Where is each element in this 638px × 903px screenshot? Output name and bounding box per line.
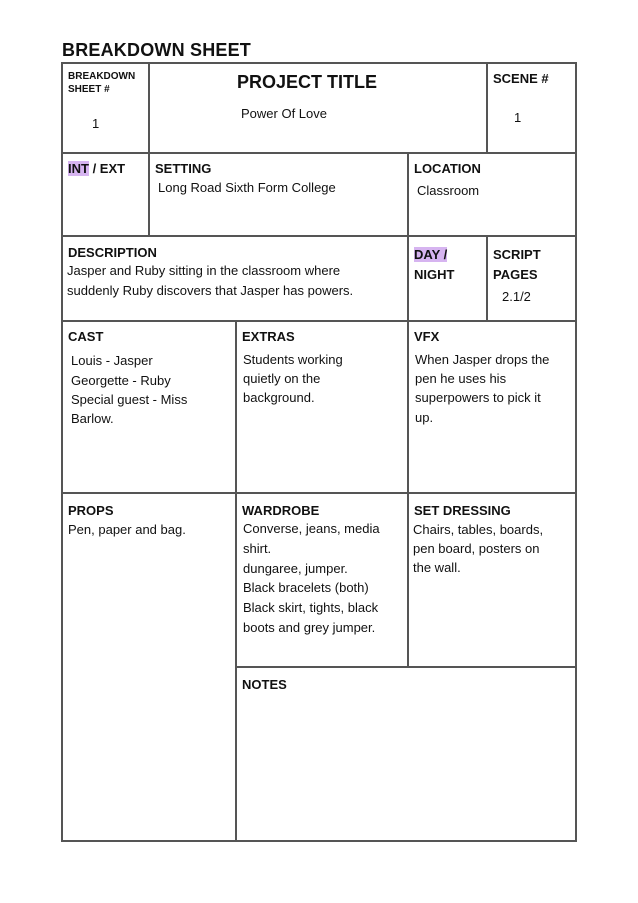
extras-line: Students working [243,352,343,367]
script-pages-label [493,245,541,285]
wardrobe-label: WARDROBE [242,503,320,518]
row-divider [63,492,575,494]
set-dressing-label: SET DRESSING [414,503,511,518]
description-line: suddenly Ruby discovers that Jasper has powers. [67,283,354,298]
breakdown-sheet-number: 1 [92,116,100,131]
scene-number-value: 1 [514,110,522,125]
project-title-label: PROJECT TITLE [237,72,378,92]
col-divider [486,235,488,320]
setting-value: Long Road Sixth Form College [158,180,336,195]
col-divider [407,152,409,320]
project-title-value: Power Of Love [241,106,327,121]
script-label-line2: PAGES [493,267,538,282]
extras-line: quietly on the [243,371,321,386]
cast-line: Barlow. [71,411,114,426]
row-divider [235,666,575,668]
vfx-line: up. [415,410,434,425]
col-divider [148,64,150,235]
cast-line: Georgette - Ruby [71,373,171,388]
row-divider [63,320,575,322]
set-dressing-line: Chairs, tables, boards, [413,522,544,537]
vfx-line: When Jasper drops the [415,352,550,367]
col-divider [486,64,488,152]
day-highlight: DAY / [414,247,448,262]
location-value: Classroom [417,183,480,198]
description-line: Jasper and Ruby sitting in the classroom where [67,263,341,278]
cast-label: CAST [68,329,104,344]
wardrobe-line: dungaree, jumper. [243,561,348,576]
vfx-line: pen he uses his [415,371,507,386]
int-highlight: INT [68,161,89,176]
int-ext-label [68,161,125,176]
notes-label: NOTES [242,677,287,692]
cast-line: Louis - Jasper [71,353,153,368]
wardrobe-line: shirt. [243,541,272,556]
extras-label: EXTRAS [242,329,295,344]
set-dressing-line: pen board, posters on [413,541,540,556]
page-title: BREAKDOWN SHEET [62,40,252,60]
ext-label: / EXT [88,161,126,176]
location-label: LOCATION [414,161,481,176]
wardrobe-line: Black bracelets (both) [243,580,369,595]
setting-label: SETTING [155,161,212,176]
props-line: Pen, paper and bag. [68,522,186,537]
wardrobe-line: Converse, jeans, media [243,521,380,536]
extras-line: background. [243,390,315,405]
day-night-label [414,245,454,285]
breakdown-form [61,62,577,842]
row-divider [63,235,575,237]
script-label-line1: SCRIPT [493,247,541,262]
night-label: NIGHT [414,267,455,282]
script-pages-value: 2.1/2 [502,289,531,304]
wardrobe-line: Black skirt, tights, black [243,600,379,615]
col-divider [407,320,409,666]
scene-number-label: SCENE # [493,71,549,86]
breakdown-label-line1: BREAKDOWN [68,71,136,82]
col-divider [235,320,237,840]
cast-line: Special guest - Miss [71,392,188,407]
props-label: PROPS [68,503,114,518]
breakdown-label-line2: SHEET # [68,84,110,95]
breakdown-sheet-label [68,70,135,96]
row-divider [63,152,575,154]
vfx-line: superpowers to pick it [415,390,541,405]
set-dressing-line: the wall. [413,560,461,575]
wardrobe-line: boots and grey jumper. [243,620,376,635]
description-label: DESCRIPTION [68,245,157,260]
vfx-label: VFX [414,329,440,344]
